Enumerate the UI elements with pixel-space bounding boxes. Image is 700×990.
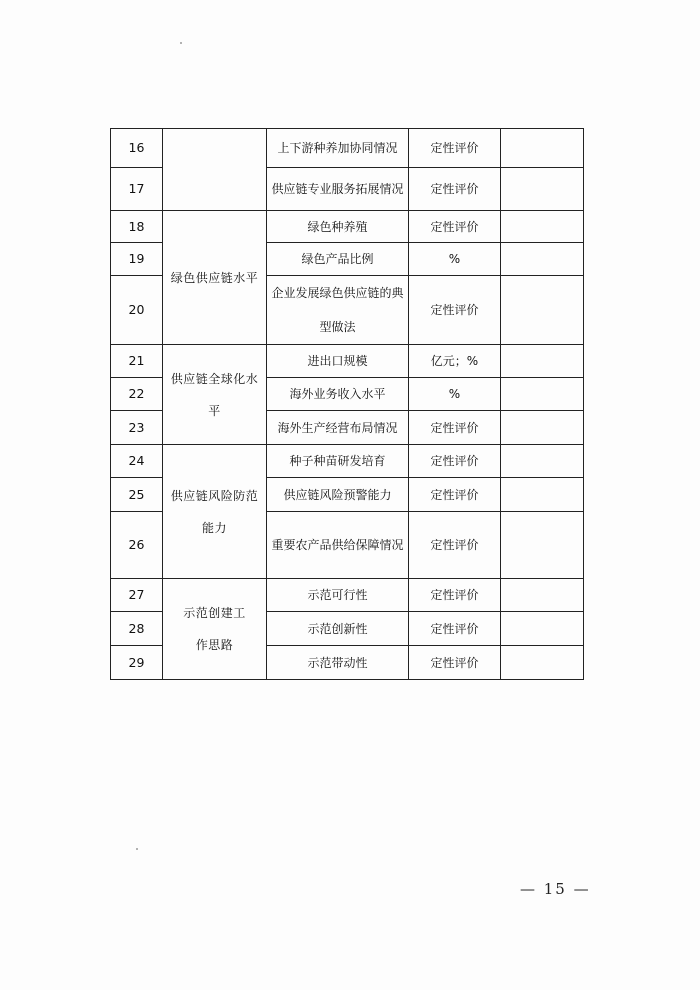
unit-cell: 定性评价 <box>409 445 501 478</box>
evaluation-indicator-table <box>110 128 584 680</box>
indicator-cell: 海外生产经营布局情况 <box>267 411 409 445</box>
indicator-cell: 上下游种养加协同情况 <box>267 129 409 168</box>
unit-cell: 定性评价 <box>409 478 501 512</box>
row-number: 19 <box>111 243 163 276</box>
value-cell <box>501 646 584 680</box>
indicator-cell: 种子种苗研发培育 <box>267 445 409 478</box>
unit-cell: % <box>409 243 501 276</box>
value-cell <box>501 378 584 411</box>
value-cell <box>501 411 584 445</box>
value-cell <box>501 243 584 276</box>
value-cell <box>501 129 584 168</box>
row-number: 26 <box>111 512 163 579</box>
table-row <box>111 345 584 378</box>
unit-cell: 定性评价 <box>409 168 501 211</box>
value-cell <box>501 276 584 345</box>
indicator-cell: 海外业务收入水平 <box>267 378 409 411</box>
table-row <box>111 129 584 168</box>
indicator-cell: 绿色产品比例 <box>267 243 409 276</box>
table-row <box>111 445 584 478</box>
row-number: 21 <box>111 345 163 378</box>
row-number: 18 <box>111 211 163 243</box>
row-number: 16 <box>111 129 163 168</box>
indicator-cell: 重要农产品供给保障情况 <box>267 512 409 579</box>
unit-cell: 定性评价 <box>409 579 501 612</box>
indicator-cell: 企业发展绿色供应链的典型做法 <box>267 276 409 345</box>
category-cell-green-supply-chain: 绿色供应链水平 <box>163 211 267 345</box>
category-cell-risk-prevention: 供应链风险防范能力 <box>163 445 267 579</box>
unit-cell: % <box>409 378 501 411</box>
indicator-cell: 示范带动性 <box>267 646 409 680</box>
row-number: 24 <box>111 445 163 478</box>
unit-cell: 定性评价 <box>409 276 501 345</box>
value-cell <box>501 612 584 646</box>
unit-cell: 定性评价 <box>409 646 501 680</box>
category-cell-continued <box>163 129 267 211</box>
table-row <box>111 211 584 243</box>
value-cell <box>501 345 584 378</box>
value-cell <box>501 168 584 211</box>
category-cell-demo-plan: 示范创建工作思路 <box>163 579 267 680</box>
row-number: 17 <box>111 168 163 211</box>
row-number: 28 <box>111 612 163 646</box>
unit-cell: 亿元；% <box>409 345 501 378</box>
page-number: — 15 — <box>520 880 591 898</box>
row-number: 29 <box>111 646 163 680</box>
scan-speck <box>180 42 182 44</box>
unit-cell: 定性评价 <box>409 512 501 579</box>
unit-cell: 定性评价 <box>409 129 501 168</box>
row-number: 25 <box>111 478 163 512</box>
scan-speck <box>136 848 138 850</box>
row-number: 23 <box>111 411 163 445</box>
value-cell <box>501 445 584 478</box>
indicator-cell: 示范可行性 <box>267 579 409 612</box>
category-cell-globalization: 供应链全球化水平 <box>163 345 267 445</box>
indicator-cell: 绿色种养殖 <box>267 211 409 243</box>
unit-cell: 定性评价 <box>409 411 501 445</box>
indicator-cell: 示范创新性 <box>267 612 409 646</box>
unit-cell: 定性评价 <box>409 612 501 646</box>
value-cell <box>501 211 584 243</box>
value-cell <box>501 478 584 512</box>
row-number: 20 <box>111 276 163 345</box>
indicator-cell: 供应链专业服务拓展情况 <box>267 168 409 211</box>
value-cell <box>501 512 584 579</box>
row-number: 27 <box>111 579 163 612</box>
value-cell <box>501 579 584 612</box>
indicator-cell: 进出口规模 <box>267 345 409 378</box>
table-row <box>111 579 584 612</box>
row-number: 22 <box>111 378 163 411</box>
indicator-cell: 供应链风险预警能力 <box>267 478 409 512</box>
unit-cell: 定性评价 <box>409 211 501 243</box>
